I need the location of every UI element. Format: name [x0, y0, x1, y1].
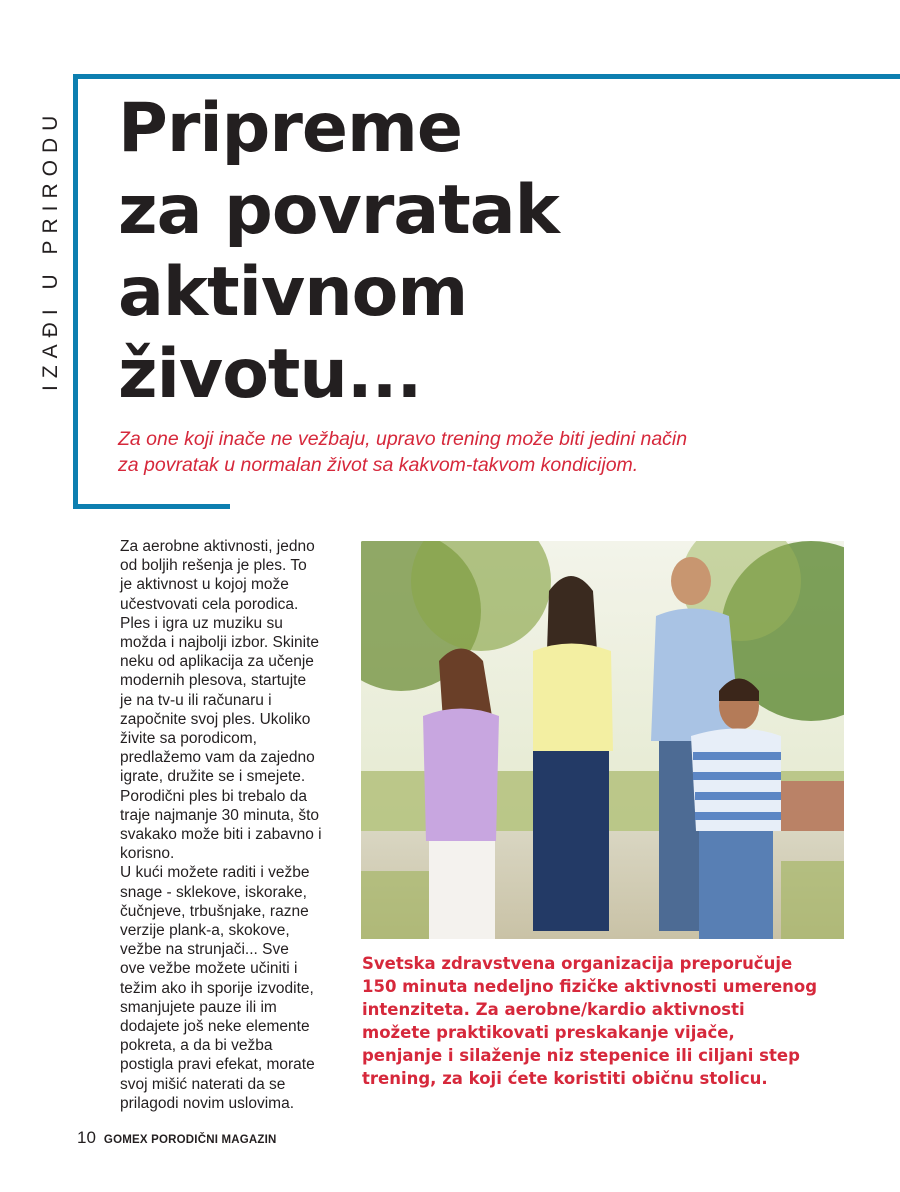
body-line: pokreta, a da bi vežba — [120, 1037, 273, 1055]
callout-line: intenziteta. Za aerobne/kardio aktivnosti — [362, 1000, 745, 1019]
body-line: smanjujete pauze ili im — [120, 998, 277, 1016]
body-line: snage - sklekove, iskorake, — [120, 883, 307, 901]
callout-line: trening, za koji ćete koristiti običnu stolicu. — [362, 1069, 768, 1088]
body-line: čučnjeve, trbušnjake, razne — [120, 902, 309, 920]
body-line: modernih plesova, startujte — [120, 672, 307, 690]
body-line: verzije plank-a, skokove, — [120, 922, 290, 940]
frame-left-bar — [73, 74, 78, 509]
section-label: IZAĐI U PRIRODU — [39, 108, 62, 392]
body-line: neku od aplikacija za učenje — [120, 653, 314, 671]
frame-top-bar — [73, 74, 900, 79]
body-line: težim ako ih sporije izvodite, — [120, 979, 314, 997]
callout-line: možete praktikovati preskakanje vijače, — [362, 1023, 735, 1042]
callout-line: Svetska zdravstvena organizacija preporučuje — [362, 954, 793, 973]
page-number: 10 — [77, 1128, 96, 1147]
callout-line: 150 minuta nedeljno fizičke aktivnosti umerenog — [362, 977, 818, 996]
body-line: započnite svoj ples. Ukoliko — [120, 710, 311, 728]
body-line: učestvovati cela porodica. — [120, 595, 299, 613]
article-title — [118, 88, 638, 416]
body-line: ove vežbe možete učiniti i — [120, 960, 298, 978]
body-line: Ples i igra uz muziku su — [120, 614, 283, 632]
body-line: svakako može biti i zabavno i — [120, 826, 322, 844]
title-line: za povratak — [118, 171, 559, 250]
body-line: predlažemo vam da zajedno — [120, 749, 315, 767]
body-line: U kući možete raditi i vežbe — [120, 864, 310, 882]
frame-bottom-bar — [73, 504, 230, 509]
magazine-name: GOMEX PORODIČNI MAGAZIN — [103, 1134, 277, 1146]
subtitle-line: za povratak u normalan život sa kakvom-takvom kondicijom. — [118, 454, 639, 476]
body-line: igrate, družite se i smejete. — [120, 768, 306, 786]
body-line: dodajete još neke elemente — [120, 1018, 310, 1036]
article-subtitle — [118, 426, 718, 478]
body-line: možda i najbolji izbor. Skinite — [120, 634, 320, 652]
body-line: Porodični ples bi trebalo da — [120, 787, 307, 805]
body-line: postigla pravi efekat, morate — [120, 1056, 315, 1074]
body-line: svoj mišić naterati da se — [120, 1075, 286, 1093]
title-line: aktivnom — [118, 253, 468, 332]
body-line: je aktivnost u kojoj može — [120, 576, 289, 594]
body-line: je na tv-u ili računaru i — [120, 691, 272, 709]
body-line: korisno. — [120, 845, 175, 863]
subtitle-line: Za one koji inače ne vežbaju, upravo trening može biti jedini način — [118, 428, 688, 450]
callout-line: penjanje i silaženje niz stepenice ili ciljani step — [362, 1046, 800, 1065]
family-running-photo — [361, 541, 844, 939]
page-footer — [77, 1128, 277, 1148]
callout-text — [362, 952, 842, 1090]
title-line: životu... — [118, 335, 422, 414]
title-line: Pripreme — [118, 89, 462, 168]
body-line: vežbe na strunjači... Sve — [120, 941, 289, 959]
body-line: traje najmanje 30 minuta, što — [120, 806, 320, 824]
article-body — [120, 537, 345, 1113]
body-line: od boljih rešenja je ples. To — [120, 557, 307, 575]
body-line: živite sa porodicom, — [120, 730, 257, 748]
body-line: prilagodi novim uslovima. — [120, 1094, 295, 1112]
body-line: Za aerobne aktivnosti, jedno — [120, 538, 315, 555]
